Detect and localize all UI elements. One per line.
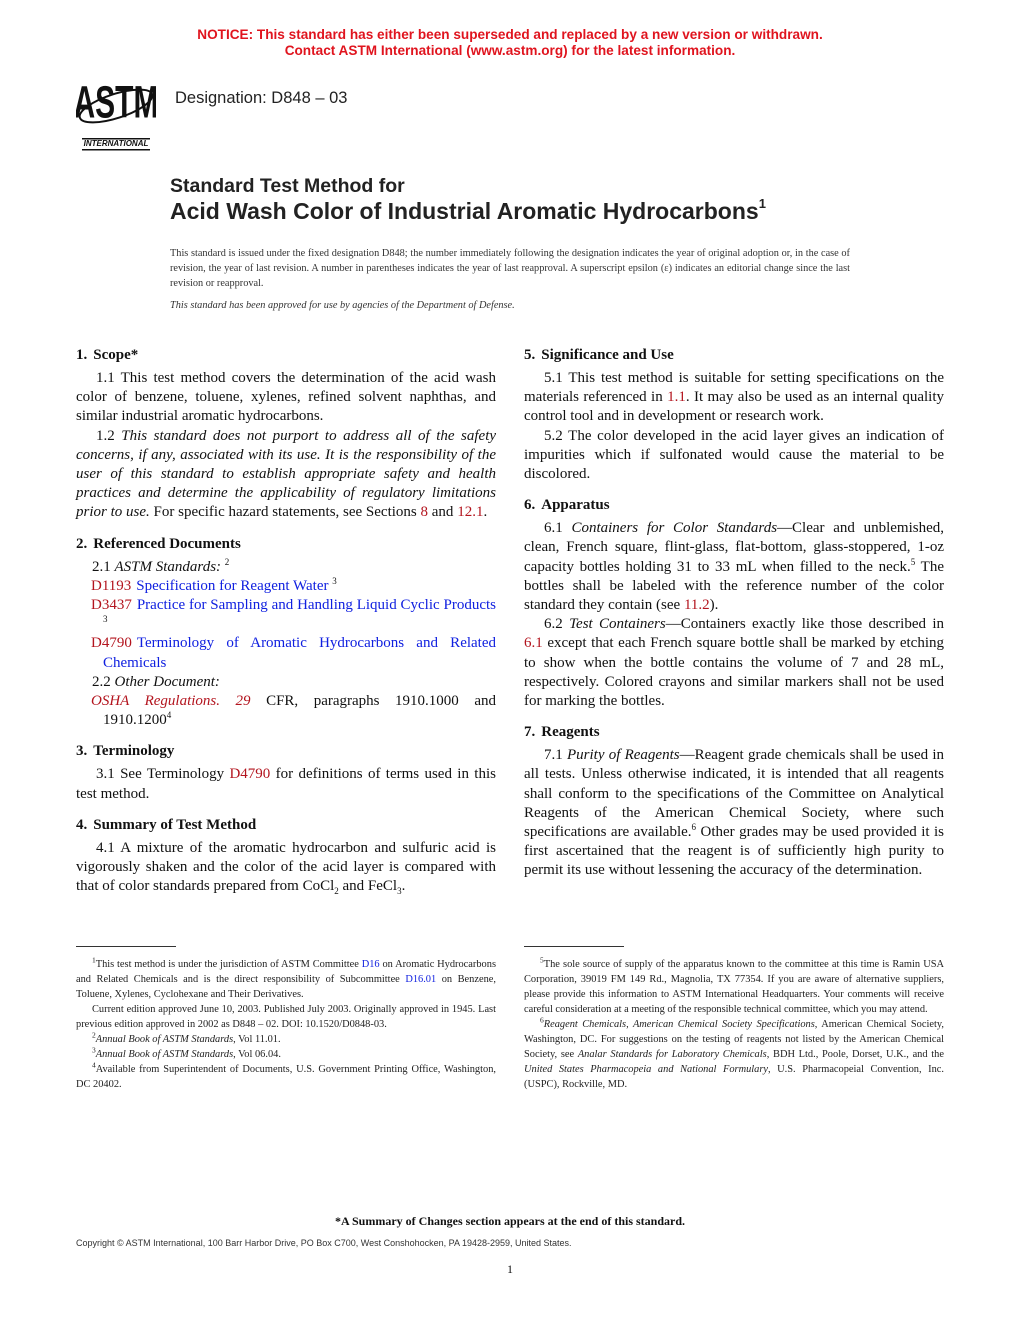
link-d16-01[interactable]: D16.01 (405, 974, 437, 985)
section-heading: 7. Reagents (524, 724, 600, 741)
section-terminology (76, 742, 496, 803)
section-heading: 3. Terminology (76, 743, 175, 760)
footnote-1: $^1$This test method is under the jurisdiction of ASTM Committee D16 on Aromatic Hydrocarbons and Related Chemicals and is the direct responsibility of Subcommittee D16.01 on Benzene, Toluene, Xylenes, Cyclohexane and Their Derivatives. (76, 955, 496, 1000)
link-d16[interactable]: D16 (361, 959, 380, 970)
footnote-divider (524, 946, 624, 947)
link-6-1[interactable]: 6.1 (524, 635, 543, 652)
paragraph-4-1: 4.1 A mixture of the aromatic hydrocarbon and sulfuric acid is vigorously shaken and the color of the acid layer is compared with that of color standards prepared from CoCl$_2$ and FeCl$_3$. (76, 839, 496, 897)
link-1-1[interactable]: 1.1 (667, 389, 686, 406)
astm-logo-icon (76, 74, 156, 152)
title-text: Acid Wash Color of Industrial Aromatic Hydrocarbons (170, 198, 759, 224)
section-heading: 2. Referenced Documents (76, 535, 241, 552)
summary-of-changes-note: *A Summary of Changes section appears at the end of this standard. (334, 1214, 686, 1228)
footnote-4: $^4$Available from Superintendent of Documents, U.S. Government Printing Office, Washington, DC 20402. (76, 1060, 496, 1090)
section-heading: 1. Scope* (76, 347, 139, 363)
designation: Designation: D848 – 03 (175, 89, 348, 107)
section-referenced-documents (76, 535, 496, 731)
footnote-5: $^5$The sole source of supply of the apparatus known to the committee at this time is Ramin USA Corporation, 39019 FM 149 Rd., Magnolia, TX 77354. If you are aware of alternative suppliers, please provide this information to ASTM International Headquarters. Your comments will receive careful consideration at a meeting of the responsible technical committee, which you may attend. (524, 955, 944, 1015)
section-apparatus (524, 496, 944, 711)
footnotes-left (76, 957, 496, 1092)
issued-statement: This standard is issued under the fixed designation D848; the number immediately following the designation indicates the year of original adoption or, in the case of revision, the year of last revision. A number in parentheses indicates the year of last reapproval. A superscript epsilon (ε) indicates an editorial change since the last revision or reapproval. (170, 248, 850, 289)
right-column (524, 346, 944, 893)
section-reagents (524, 723, 944, 880)
footnote-6: $^6$Reagent Chemicals, American Chemical Society Specifications, American Chemical Society, Washington, DC. For suggestions on the testing of reagents not listed by the American Chemical Society, see Analar Standards for Laboratory Chemicals, BDH Ltd., Poole, Dorset, U.K., and the United States Pharmacopeia and National Formulary, U.S. Pharmacopeial Convention, Inc. (USPC), Rockville, MD. (524, 1015, 944, 1090)
footnote-1-edition: Current edition approved June 10, 2003. Published July 2003. Originally approved in 1945. Last previous edition approved in 2002 as D848 – 02. DOI: 10.1520/D0848-03. (76, 1004, 496, 1030)
paragraph-1-2: 1.2 This standard does not purport to address all of the safety concerns, if any, associated with its use. It is the responsibility of the user of this standard to establish appropriate safety and health practices and determine the applicability of regulatory limitations prior to use. For specific hazard statements, see Sections 8 and 12.1. (76, 427, 497, 521)
paragraph-1-1: 1.1 This test method covers the determination of the acid wash color of benzene, toluene, xylenes, refined solvent naphthas, and similar industrial aromatic hydrocarbons. (76, 370, 496, 425)
section-summary (76, 816, 496, 897)
notice-line-2: Contact ASTM International (www.astm.org) for the latest information. (284, 43, 736, 58)
section-heading: 4. Summary of Test Method (76, 816, 257, 833)
paragraph-7-1: 7.1 Purity of Reagents—Reagent grade chemicals shall be used in all tests. Unless otherwise indicated, it is intended that all reagents shall conform to the specifications of the Committee on Analytical Reagents of the American Chemical Society, where such specifications are available.$^6$ Other grades may be used provided it is first ascertained that the reagent is of sufficiently high purity to permit its use without lessening the accuracy of the determination. (524, 747, 944, 879)
section-significance (524, 346, 944, 484)
svg-text:INTERNATIONAL: INTERNATIONAL (83, 139, 149, 148)
paragraph-6-1: 6.1 Containers for Color Standards—Clear and unblemished, clean, French square, flint-glass, flat-bottom, glass-stoppered, 1-oz capacity bottles holding 31 to 33 mL when filled to the neck.$^5$ The bottles shall be labeled with the reference number of the color standard they contain (see 11.2). (524, 520, 944, 614)
paragraph-3-1: 3.1 See Terminology D4790 for definitions of terms used in this test method. (76, 766, 496, 802)
reference-item[interactable]: D1193 Specification for Reagent Water $^3$ (91, 575, 337, 594)
astm-logo (76, 74, 156, 152)
notice-line-1: NOTICE: This standard has either been superseded and replaced by a new version or withdrawn. (197, 27, 823, 42)
svg-text:ASTM: ASTM (76, 77, 156, 129)
paragraph-5-1: 5.1 This test method is suitable for setting specifications on the materials referenced in 1.1. It may also be used as an internal quality control tool and in development or research work. (524, 370, 944, 425)
paragraph-2-1: 2.1 ASTM Standards: $^2$ (92, 556, 230, 575)
link-osha[interactable]: OSHA Regulations. 29 (91, 693, 251, 710)
link-d4790[interactable]: D4790 (229, 766, 271, 783)
section-scope (76, 346, 496, 523)
section-heading: 6. Apparatus (524, 497, 610, 514)
link-section-8[interactable]: 8 (420, 504, 429, 521)
copyright: Copyright © ASTM International, 100 Barr Harbor Drive, PO Box C700, West Conshohocken, PA 19428-2959, United States. (76, 1238, 572, 1248)
reference-item-osha: OSHA Regulations. 29 CFR, paragraphs 1910.1000 and 1910.1200$^4$ (91, 693, 497, 729)
title-line-1: Standard Test Method for (170, 175, 405, 197)
reference-item[interactable]: D4790 Terminology of Aromatic Hydrocarbons and Related Chemicals (91, 635, 496, 671)
title-line-2 (170, 198, 766, 225)
paragraph-6-2: 6.2 Test Containers—Containers exactly like those described in 6.1 except that each French square bottle shall be marked by etching to show when the bottle contains the volume of 7 and 28 mL, respectively. Colored crayons and similar markers shall not be used for marking the bottles. (524, 616, 945, 710)
reference-item[interactable]: D3437 Practice for Sampling and Handling Liquid Cyclic Products $^3$ (91, 597, 496, 625)
withdrawn-notice (0, 27, 1020, 59)
title-footnote-ref[interactable]: 1 (758, 196, 766, 212)
footnote-2: $^2$Annual Book of ASTM Standards, Vol 11.01. (92, 1030, 281, 1045)
footnote-3: $^3$Annual Book of ASTM Standards, Vol 06.04. (92, 1045, 281, 1060)
paragraph-2-2: 2.2 Other Document: (92, 673, 220, 690)
dod-approval: This standard has been approved for use by agencies of the Department of Defense. (170, 300, 515, 311)
footnotes-right (524, 957, 944, 1092)
paragraph-5-2: 5.2 The color developed in the acid layer gives an indication of impurities which if sulfonated would cause the material to be discolored. (524, 427, 944, 483)
left-column (76, 346, 496, 908)
footnote-divider (76, 946, 176, 947)
section-heading: 5. Significance and Use (524, 347, 674, 363)
page-number: 1 (507, 1262, 513, 1276)
link-11-2[interactable]: 11.2 (683, 597, 710, 614)
link-section-12-1[interactable]: 12.1 (457, 504, 484, 521)
